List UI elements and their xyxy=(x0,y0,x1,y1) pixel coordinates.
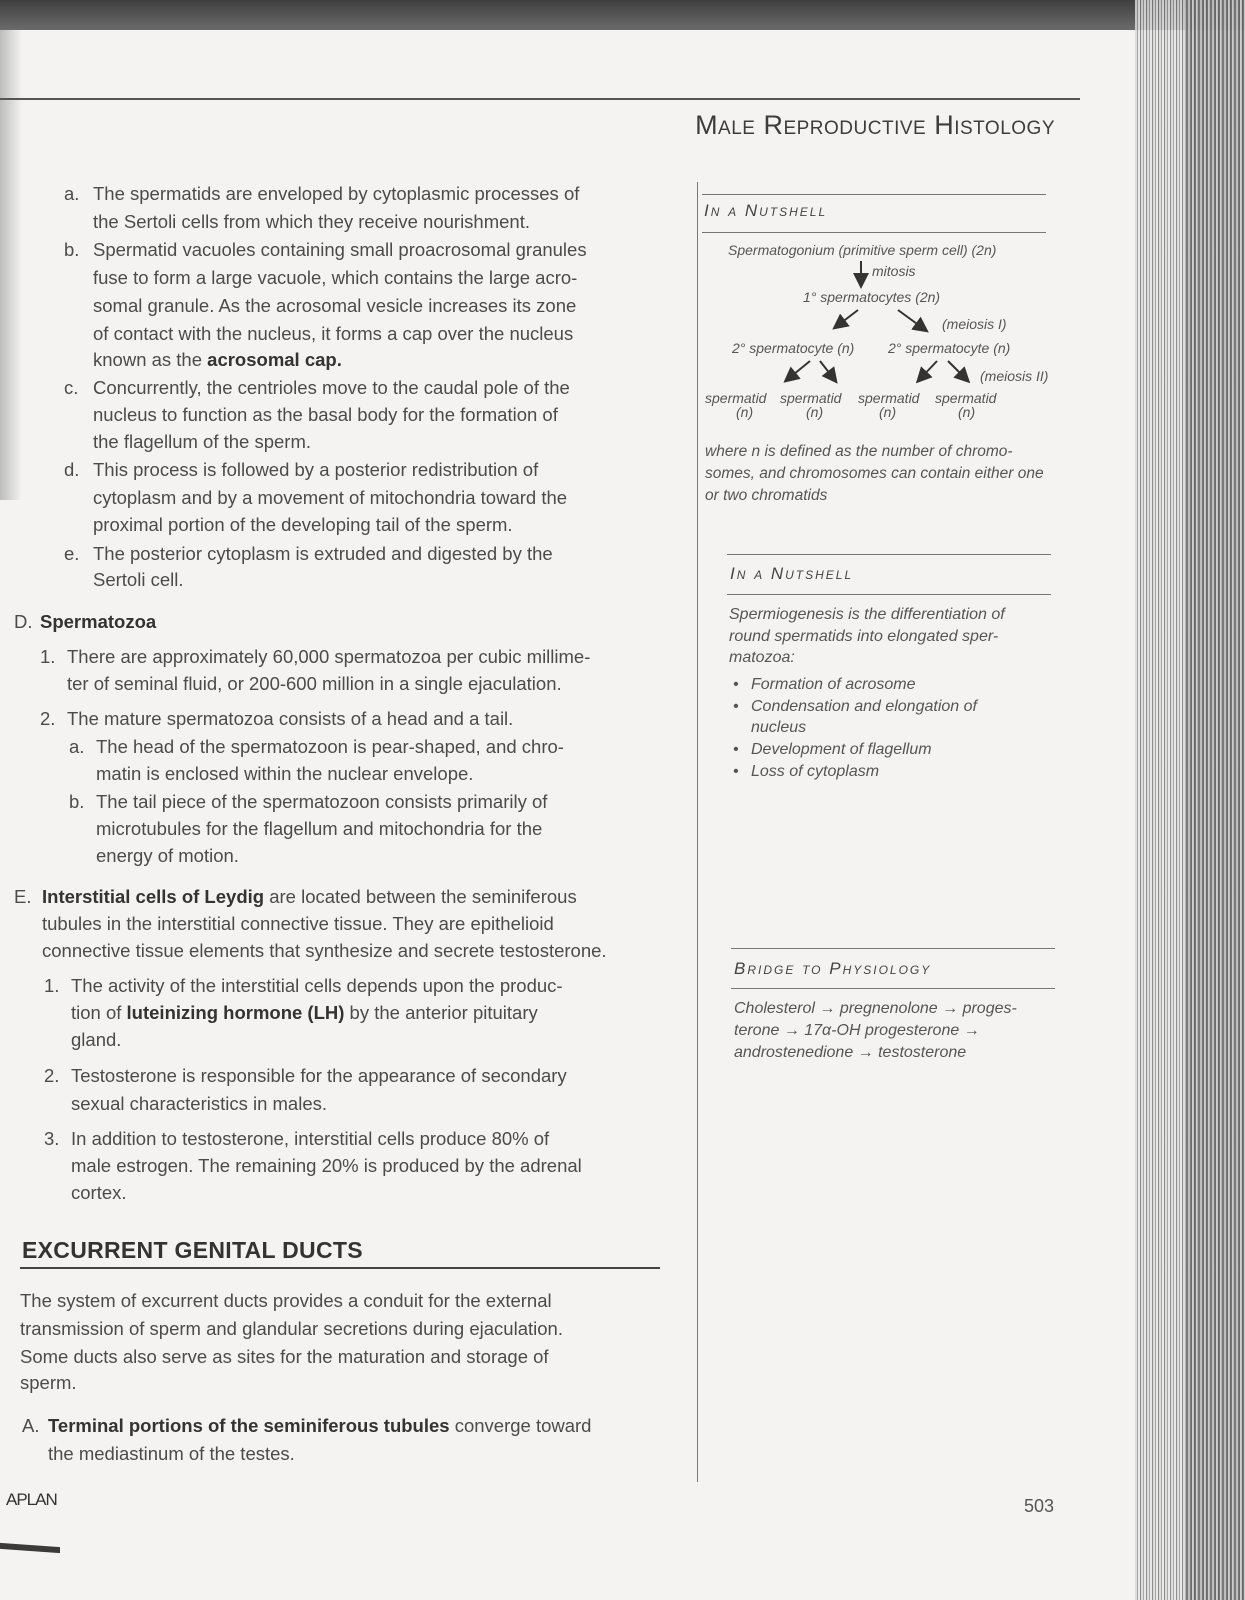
text-line: The mature spermatozoa consists of a head and a tail. xyxy=(67,708,514,729)
box-rule xyxy=(727,554,1051,555)
text-line: In addition to testosterone, interstitial cells produce 80% of xyxy=(71,1128,550,1149)
column-separator xyxy=(697,182,698,1482)
diagram-node-secondary-left: 2° spermatocyte (n) xyxy=(732,340,855,356)
bullet-icon: • xyxy=(733,676,739,693)
diagram-node-spermatid: spermatid xyxy=(858,390,920,406)
box-title: In a Nutshell xyxy=(704,201,828,220)
box-text: Cholesterol → pregnenolone → proges- xyxy=(734,1000,1017,1017)
item-label: A. xyxy=(22,1415,40,1436)
diagram-arrows xyxy=(700,255,1060,395)
section-heading-rule xyxy=(20,1267,660,1269)
text-line: cytoplasm and by a movement of mitochondria toward the xyxy=(93,487,568,508)
diagram-label-meiosis-2: (meiosis II) xyxy=(980,368,1049,384)
text-line: The head of the spermatozoon is pear-shaped, and chro- xyxy=(96,736,564,757)
item-label: b. xyxy=(64,239,80,260)
diagram-node-spermatid: spermatid xyxy=(935,390,997,406)
text-line: cortex. xyxy=(71,1182,127,1203)
text-line: Some ducts also serve as sites for the maturation and storage of xyxy=(20,1346,549,1367)
text-line: transmission of sperm and glandular secretions during ejaculation. xyxy=(20,1318,563,1339)
text-line: known as the acrosomal cap. xyxy=(93,349,342,370)
text-line: tion of luteinizing hormone (LH) by the anterior pituitary xyxy=(71,1002,538,1023)
bullet-item: Loss of cytoplasm xyxy=(751,763,880,780)
text-line: matin is enclosed within the nuclear envelope. xyxy=(96,763,474,784)
text-line: The spermatids are enveloped by cytoplasmic processes of xyxy=(93,183,580,204)
section-heading-excurrent: EXCURRENT GENITAL DUCTS xyxy=(22,1237,363,1263)
text-line: Testosterone is responsible for the appearance of secondary xyxy=(71,1065,567,1086)
box-text: Spermiogenesis is the differentiation of xyxy=(729,606,1005,623)
text-line: energy of motion. xyxy=(96,845,239,866)
box-rule xyxy=(731,948,1055,949)
term-leydig-cells: Interstitial cells of Leydig xyxy=(42,886,265,907)
box-title: In a Nutshell xyxy=(730,564,854,583)
text-line: proximal portion of the developing tail of the sperm. xyxy=(93,514,513,535)
item-label: d. xyxy=(64,459,80,480)
page-number: 503 xyxy=(1024,1496,1055,1516)
section-title-spermatozoa: Spermatozoa xyxy=(40,611,157,632)
section-label: E. xyxy=(14,886,32,907)
text-line: Terminal portions of the seminiferous tubules converge toward xyxy=(48,1415,592,1436)
text-line: fuse to form a large vacuole, which contains the large acro- xyxy=(93,267,578,288)
bullet-item-cont: nucleus xyxy=(751,719,807,736)
running-head: Male Reproductive Histology xyxy=(695,110,1055,140)
diagram-node-spermatid: spermatid xyxy=(705,390,767,406)
diagram-label-mitosis: mitosis xyxy=(872,263,916,279)
arrow-meiosis1-right xyxy=(898,310,924,329)
arrow-meiosis2 xyxy=(820,361,834,379)
term-lh: luteinizing hormone (LH) xyxy=(126,1002,345,1023)
diagram-ploidy: (n) xyxy=(806,404,824,420)
box-rule xyxy=(702,232,1046,233)
bullet-icon: • xyxy=(733,741,739,758)
box-rule xyxy=(702,194,1046,195)
text-line: The posterior cytoplasm is extruded and digested by the xyxy=(93,543,553,564)
text-line: Interstitial cells of Leydig are located between the seminiferous xyxy=(42,886,577,907)
diagram-label-meiosis-1: (meiosis I) xyxy=(942,316,1007,332)
diagram-ploidy: (n) xyxy=(736,404,754,420)
box-note: somes, and chromosomes can contain either one xyxy=(705,465,1044,482)
item-label: 1. xyxy=(44,975,60,996)
text-line: the flagellum of the sperm. xyxy=(93,431,311,452)
text-line: The system of excurrent ducts provides a conduit for the external xyxy=(20,1290,552,1311)
item-label: b. xyxy=(69,791,85,812)
item-label: e. xyxy=(64,543,80,564)
item-label: 2. xyxy=(40,708,56,729)
box-text: round spermatids into elongated sper- xyxy=(729,628,999,645)
arrow-meiosis2 xyxy=(948,361,966,379)
text-line: the Sertoli cells from which they receive nourishment. xyxy=(93,211,530,232)
text-line: the mediastinum of the testes. xyxy=(48,1443,295,1464)
text-line: The tail piece of the spermatozoon consists primarily of xyxy=(96,791,548,812)
text-line: microtubules for the flagellum and mitochondria for the xyxy=(96,818,543,839)
text-line: sperm. xyxy=(20,1372,77,1393)
bullet-icon: • xyxy=(733,698,739,715)
text-line: sexual characteristics in males. xyxy=(71,1093,328,1114)
text-line: of contact with the nucleus, it forms a cap over the nucleus xyxy=(93,323,574,344)
text-line: male estrogen. The remaining 20% is produced by the adrenal xyxy=(71,1155,582,1176)
bullet-item: Condensation and elongation of xyxy=(751,698,977,715)
diagram-node-spermatid: spermatid xyxy=(780,390,842,406)
box-rule xyxy=(727,594,1051,595)
box-rule xyxy=(731,988,1055,989)
box-text: matozoa: xyxy=(729,649,795,666)
section-label: D. xyxy=(14,611,33,632)
publisher-logo: APLAN xyxy=(6,1490,57,1509)
box-text: androstenedione → testosterone xyxy=(734,1044,967,1061)
text-line: Concurrently, the centrioles move to the caudal pole of the xyxy=(93,377,570,398)
item-label: 1. xyxy=(40,646,56,667)
text-line: tubules in the interstitial connective tissue. They are epithelioid xyxy=(42,913,554,934)
text-line: Spermatid vacuoles containing small proacrosomal granules xyxy=(93,239,587,260)
text-line: The activity of the interstitial cells depends upon the produc- xyxy=(71,975,563,996)
bullet-icon: • xyxy=(733,763,739,780)
arrow-meiosis2 xyxy=(788,361,810,379)
box-title: Bridge to Physiology xyxy=(734,959,932,978)
box-text: terone → 17α-OH progesterone → xyxy=(734,1022,980,1039)
box-note: where n is defined as the number of chromo- xyxy=(705,443,1013,460)
term-acrosomal-cap: acrosomal cap. xyxy=(207,349,342,370)
arrow-meiosis2 xyxy=(920,361,937,379)
text-line: Sertoli cell. xyxy=(93,569,184,590)
text-line: ter of seminal fluid, or 200-600 million in a single ejaculation. xyxy=(67,673,562,694)
diagram-ploidy: (n) xyxy=(958,404,976,420)
arrow-meiosis1-left xyxy=(837,310,858,326)
text-line: There are approximately 60,000 spermatozoa per cubic millime- xyxy=(67,646,591,667)
text-line: nucleus to function as the basal body for the formation of xyxy=(93,404,558,425)
diagram-node-secondary-right: 2° spermatocyte (n) xyxy=(888,340,1011,356)
item-label: a. xyxy=(69,736,85,757)
text-line: connective tissue elements that synthesize and secrete testosterone. xyxy=(42,940,607,961)
diagram-node-spermatogonium: Spermatogonium (primitive sperm cell) (2n) xyxy=(728,242,997,258)
book-binding-shadow xyxy=(1185,0,1245,1600)
diagram-node-primary: 1° spermatocytes (2n) xyxy=(803,289,941,305)
box-note: or two chromatids xyxy=(705,487,828,504)
item-label: 3. xyxy=(44,1128,60,1149)
item-label: c. xyxy=(64,377,79,398)
diagram-ploidy: (n) xyxy=(879,404,897,420)
bullet-item: Development of flagellum xyxy=(751,741,932,758)
item-label: 2. xyxy=(44,1065,60,1086)
text-line: somal granule. As the acrosomal vesicle increases its zone xyxy=(93,295,577,316)
item-label: a. xyxy=(64,183,80,204)
bullet-item: Formation of acrosome xyxy=(751,676,916,693)
text-line: This process is followed by a posterior redistribution of xyxy=(93,459,539,480)
term-seminiferous-terminal: Terminal portions of the seminiferous tubules xyxy=(48,1415,450,1436)
text-line: gland. xyxy=(71,1029,122,1050)
